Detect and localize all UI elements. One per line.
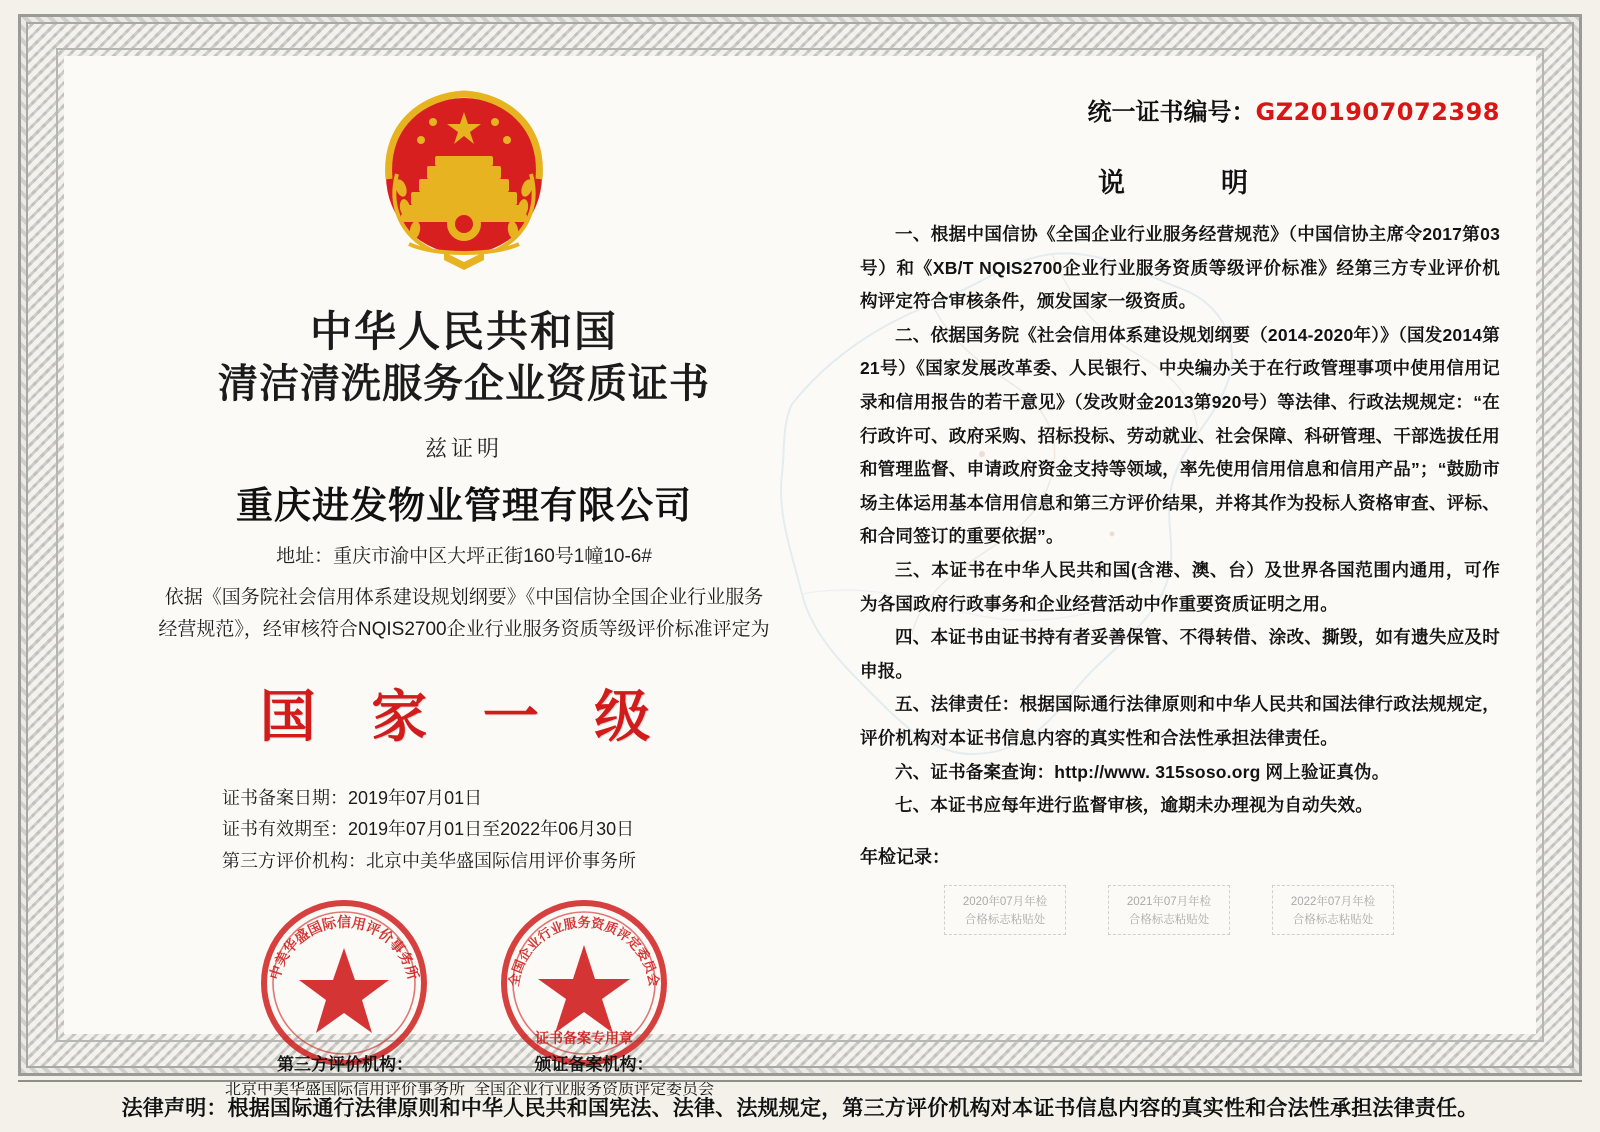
svg-text:中美华盛国际信用评价事务所: 中美华盛国际信用评价事务所	[267, 915, 421, 982]
certificate-left-column	[104, 66, 824, 1108]
annual-inspection-title: 年检记录：	[860, 846, 950, 867]
note-item: 五、法律责任：根据国际通行法律原则和中华人民共和国法律行政法规规定，评价机构对本证书信息内容的真实性和合法性承担法律责任。	[860, 694, 1500, 748]
annual-box-note: 合格标志粘贴处	[1128, 913, 1210, 926]
certificate-meta	[104, 783, 824, 878]
legal-statement	[0, 1092, 1600, 1122]
third-party-seal-caption-head: 第三方评价机构：	[277, 1055, 413, 1075]
note-item: 六、证书备案查询：http://www. 315soso.org 网上验证真伪。	[895, 761, 1390, 782]
third-party-seal-caption-body: 北京中美华盛国际信用评价事务所	[224, 1080, 465, 1098]
certificate-number-label: 统一证书编号：	[1087, 99, 1256, 126]
issuing-seal-icon	[494, 893, 674, 1073]
notes-title: 说 明	[1098, 168, 1262, 199]
company-address: 地址：重庆市渝中区大坪正街160号1幢10-6#	[276, 545, 652, 567]
annual-box-note: 合格标志粘贴处	[964, 913, 1046, 926]
svg-text:证书备案专用章: 证书备案专用章	[535, 1031, 633, 1048]
note-item: 四、本证书由证书持有者妥善保管、不得转借、涂改、撕毁，如有遗失应及时申报。	[860, 627, 1500, 681]
meta-valid-period: 证书有效期至：2019年07月01日至2022年06月30日	[222, 819, 635, 840]
issuing-seal-caption-body: 全国企业行业服务资质评定委员会	[473, 1080, 714, 1098]
grade-level: 国 家 一 级	[259, 684, 669, 750]
legal-statement-text: 根据国际通行法律原则和中华人民共和国宪法、法律、法规规定，第三方评价机构对本证书信息内容的真实性和合法性承担法律责任。	[227, 1097, 1479, 1120]
evaluation-basis-line1: 依据《国务院社会信用体系建设规划纲要》《中国信协全国企业行业服务	[164, 586, 764, 608]
certificate-title-line1: 中华人民共和国	[309, 307, 618, 356]
note-item: 三、本证书在中华人民共和国(含港、澳、台）及世界各国范围内通用，可作为各国政府行政事务和企业经营活动中作重要资质证明之用。	[860, 559, 1500, 614]
annual-box-year: 2021年07月年检	[1126, 895, 1212, 908]
meta-evaluator: 第三方评价机构：北京中美华盛国际信用评价事务所	[222, 850, 636, 871]
note-item: 二、依据国务院《社会信用体系建设规划纲要（2014-2020年）》（国发2014第21号）《国家发展改革委、人民银行、中央编办关于在行政管理事项中使用信用记录和信用报告的若干意见》（发改财金2013第920号）等法律、行政法规规定：“在行政许可、政府采购、招标投标、劳动就业、社会保障、科研管理、干部选拔任用和管理监督、申请政府资金支持等领域，率先使用信用信息和信用产品”；“鼓励市场主体运用基本信用信息和第三方评价结果，并将其作为投标人资格审查、评标、和合同签订的重要依据”。	[860, 324, 1500, 547]
evaluation-basis	[140, 582, 788, 647]
certificate-number	[860, 92, 1500, 127]
annual-box-note: 合格标志粘贴处	[1292, 913, 1374, 926]
national-emblem-icon	[349, 84, 579, 299]
note-item: 一、根据中国信协《全国企业行业服务经营规范》（中国信协主席令2017第03号）和《XB/T NQIS2700企业行业服务资质等级评价标准》经第三方专业评价机构评定符合审核条件，颁发国家一级资质。	[860, 224, 1500, 312]
annual-inspection-boxes	[860, 885, 1500, 935]
certificate-body	[64, 56, 1536, 1098]
annual-inspection-box	[1108, 885, 1230, 935]
bottom-divider	[18, 1080, 1582, 1082]
company-name: 重庆进发物业管理有限公司	[236, 483, 692, 527]
evaluation-basis-line2: 经营规范》，经审核符合NQIS2700企业行业服务资质等级评价标准评定为	[158, 619, 770, 641]
annual-box-year: 2020年07月年检	[962, 895, 1048, 908]
annual-inspection-box	[1272, 885, 1394, 935]
attest-word: 兹证明	[424, 435, 503, 461]
legal-statement-label: 法律声明：	[121, 1097, 228, 1120]
note-item: 七、本证书应每年进行监督审核，逾期未办理视为自动失效。	[895, 795, 1373, 816]
issuing-seal-caption-head: 颁证备案机构：	[534, 1055, 654, 1075]
svg-text:全国企业行业服务资质评定委员会: 全国企业行业服务资质评定委员会	[507, 916, 661, 988]
certificate-right-column	[860, 92, 1500, 935]
certificate-number-value: GZ201907072398	[1255, 98, 1500, 126]
meta-filing-date: 证书备案日期：2019年07月01日	[222, 787, 483, 808]
annual-inspection-box	[944, 885, 1066, 935]
third-party-seal-icon	[254, 893, 434, 1073]
annual-box-year: 2022年07月年检	[1290, 895, 1376, 908]
certificate-title-line2: 清洁清洗服务企业资质证书	[218, 360, 710, 407]
